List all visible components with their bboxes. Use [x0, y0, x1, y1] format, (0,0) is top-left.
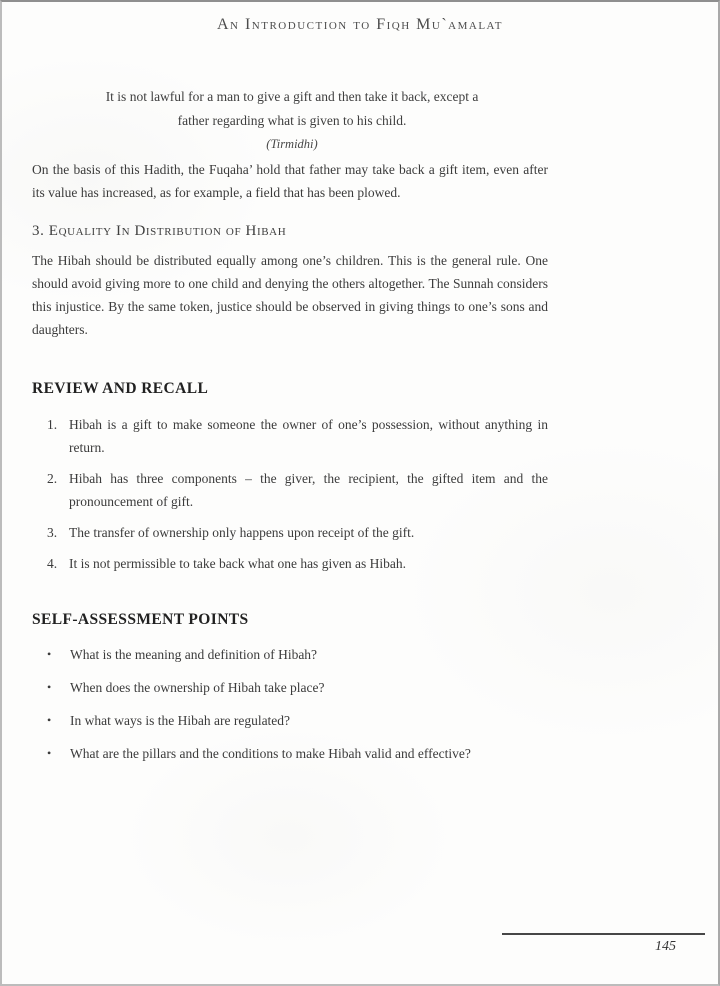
item-text: In what ways is the Hibah are regulated?	[70, 713, 291, 728]
list-item	[32, 521, 548, 544]
section-subheading-equality: 3. Equality In Distribution of Hibah	[32, 223, 287, 239]
text-column	[32, 158, 548, 765]
item-text: What is the meaning and definition of Hibah?	[70, 647, 318, 662]
hadith-quote-line1: It is not lawful for a man to give a gift and then take it back, except a	[105, 89, 479, 104]
review-list	[32, 413, 548, 575]
review-and-recall-heading: REVIEW AND RECALL	[32, 380, 209, 397]
list-item	[32, 643, 548, 666]
item-number: 3.	[47, 525, 58, 540]
item-text: It is not permissible to take back what one has given as Hibah.	[69, 556, 407, 571]
paragraph-hadith-basis: On the basis of this Hadith, the Fuqaha’ hold that father may take back a gift item, even after its value has increased, as for example, a field that has been plowed.	[32, 162, 548, 200]
item-number: 1.	[47, 417, 58, 432]
page-number: 145	[655, 939, 676, 954]
bullet-marker: •	[47, 647, 52, 661]
paragraph-equality: The Hibah should be distributed equally among one’s children. This is the general rule. One should avoid giving more to one child and denying the others altogether. The Sunnah considers this injustice. By the same token, justice should be observed in giving things to one’s sons and daughters.	[32, 253, 548, 337]
footer-rule	[502, 933, 705, 935]
item-text: When does the ownership of Hibah take place?	[70, 680, 325, 695]
item-number: 2.	[47, 471, 58, 486]
item-text: Hibah is a gift to make someone the owner of one’s possession, without anything in return.	[69, 417, 548, 455]
list-item	[32, 467, 548, 513]
self-assessment-heading: SELF-ASSESSMENT POINTS	[32, 611, 249, 628]
list-item	[32, 709, 548, 732]
list-item	[32, 413, 548, 459]
bullet-marker: •	[47, 746, 52, 760]
list-item	[32, 742, 548, 765]
item-text: Hibah has three components – the giver, the recipient, the gifted item and the pronouncement of gift.	[69, 471, 548, 509]
bullet-marker: •	[47, 713, 52, 727]
bullet-marker: •	[47, 680, 52, 694]
list-item	[32, 552, 548, 575]
item-text: What are the pillars and the conditions to make Hibah valid and effective?	[70, 746, 471, 761]
hadith-attribution: (Tirmidhi)	[266, 137, 318, 151]
hadith-quote-line2: father regarding what is given to his child.	[177, 113, 407, 128]
self-assessment-list	[32, 643, 548, 765]
hadith-quote	[57, 85, 527, 153]
item-number: 4.	[47, 556, 58, 571]
list-item	[32, 676, 548, 699]
running-head: An Introduction to Fiqh Mu`amalat	[216, 16, 503, 33]
item-text: The transfer of ownership only happens upon receipt of the gift.	[69, 525, 415, 540]
